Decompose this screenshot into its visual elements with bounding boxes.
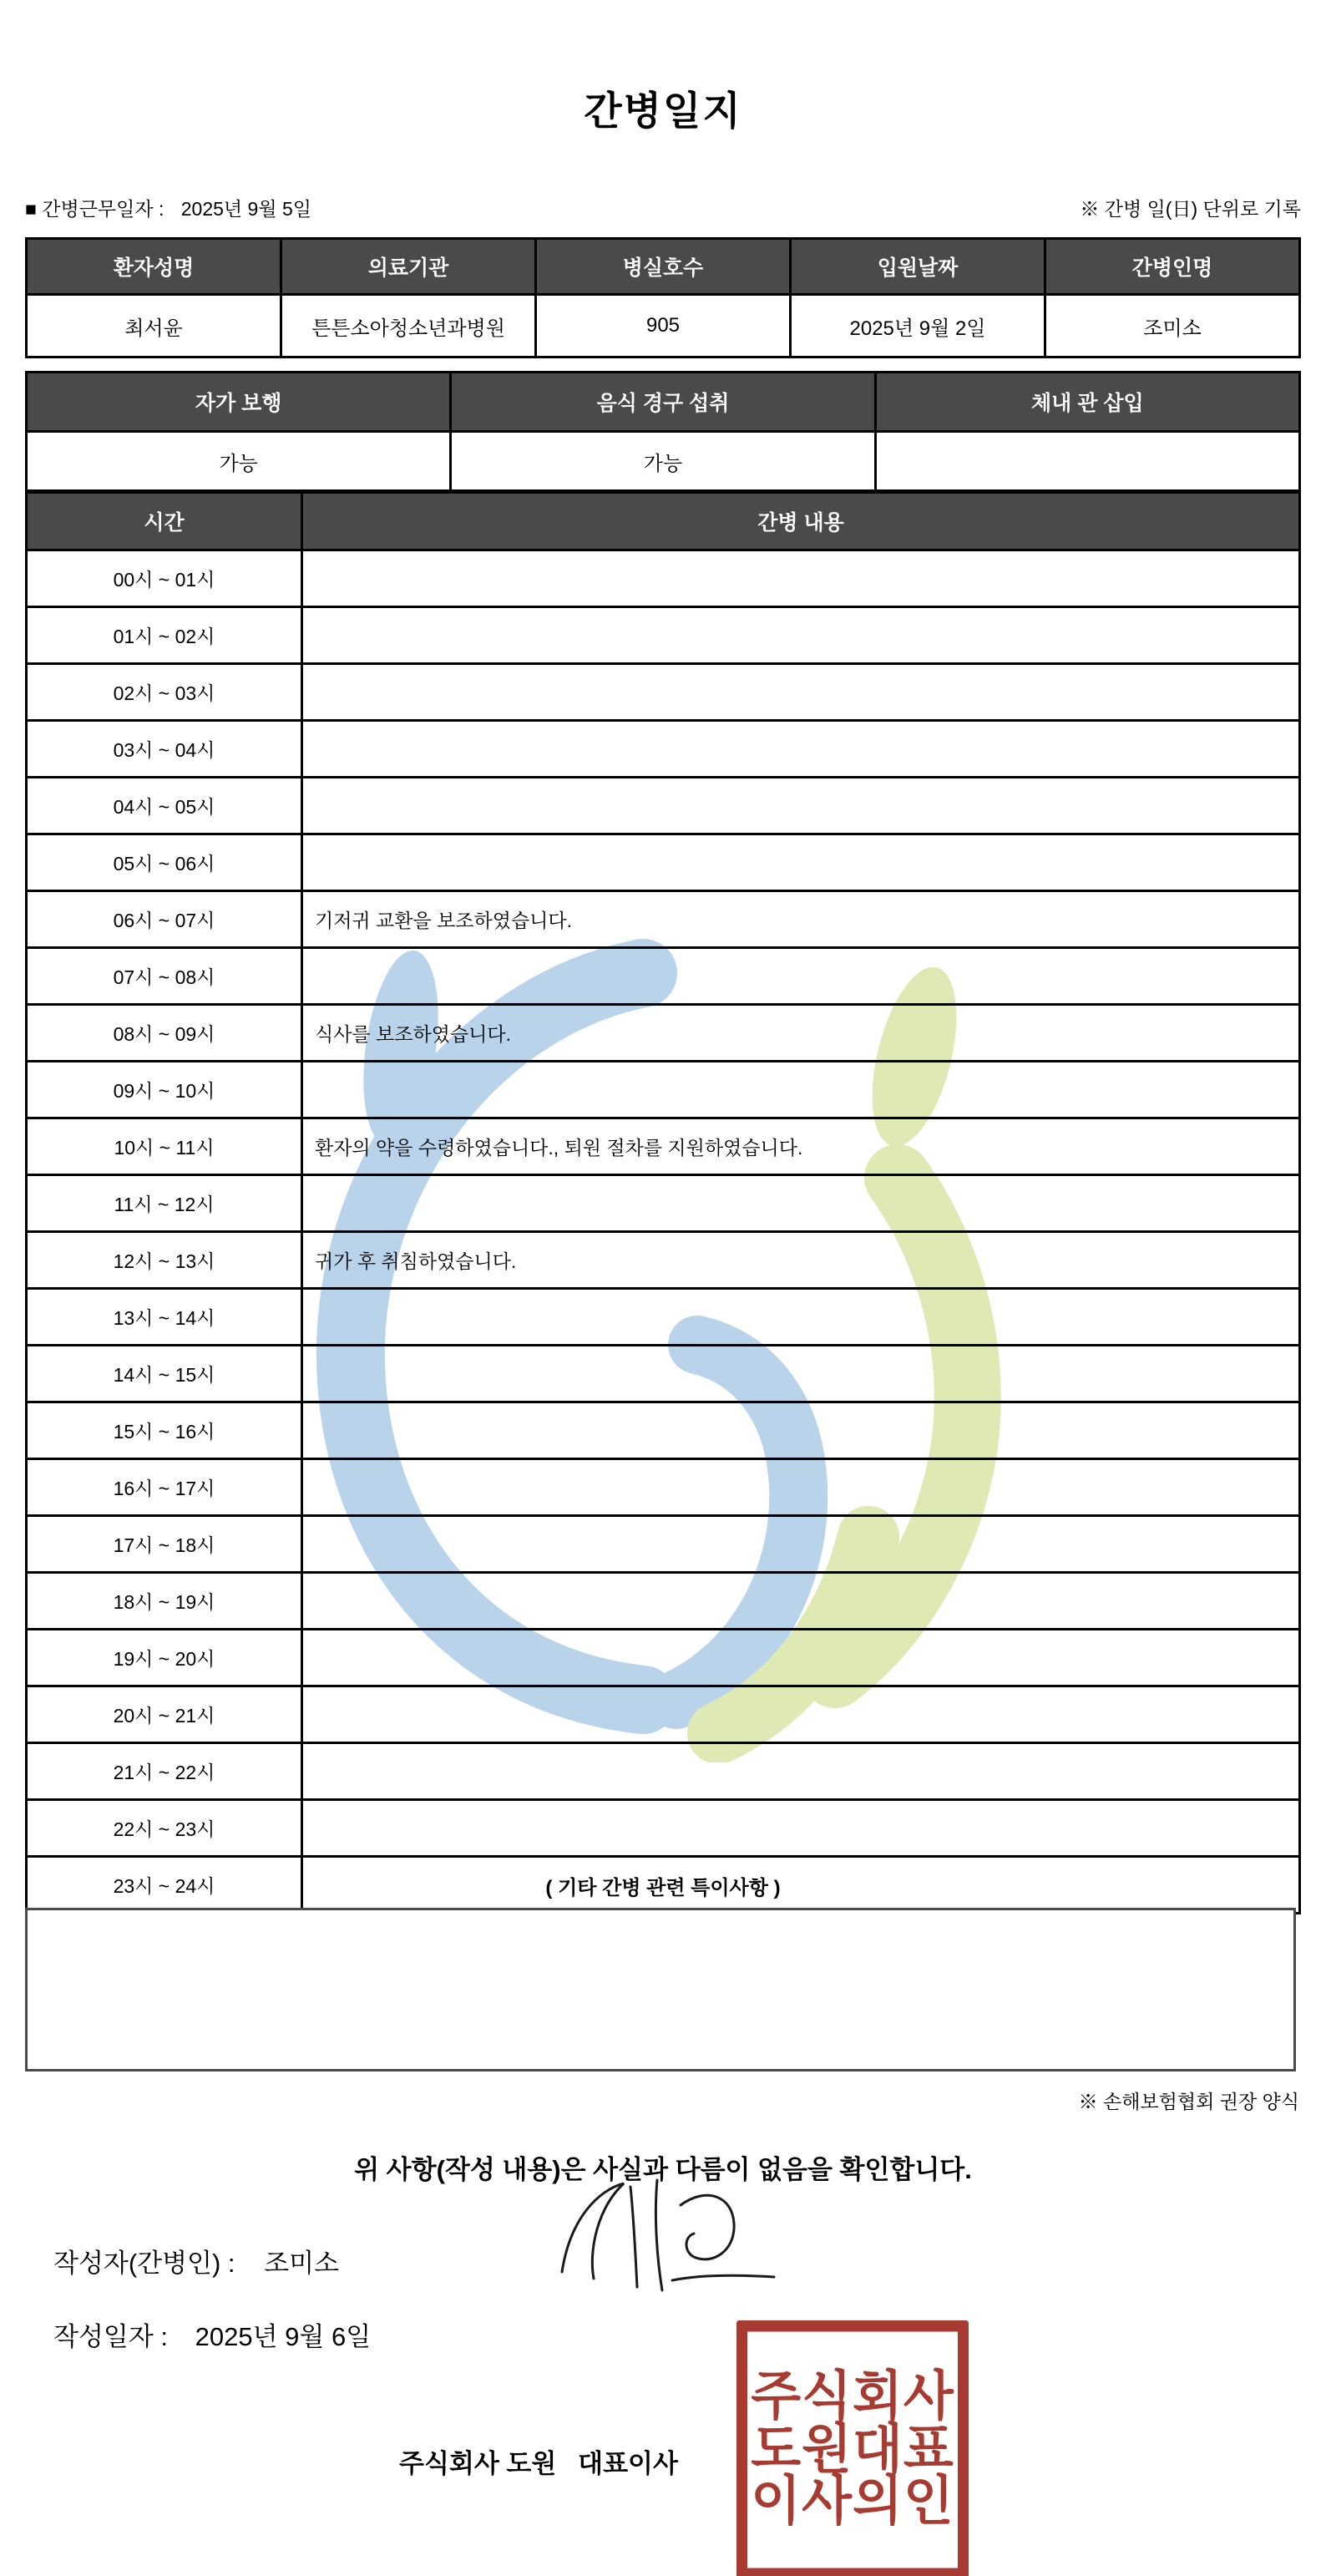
time-cell: 17시 ~ 18시 bbox=[27, 1516, 302, 1573]
patient-value-cell: 905 bbox=[536, 295, 791, 357]
care-log-table bbox=[25, 491, 1301, 1914]
seal-line-2: 도원대표 bbox=[751, 2419, 954, 2479]
care-log-row bbox=[27, 1346, 1300, 1402]
time-cell: 05시 ~ 06시 bbox=[27, 834, 302, 891]
care-log-row bbox=[27, 1516, 1300, 1573]
care-content-cell: 환자의 약을 수령하였습니다., 퇴원 절차를 지원하였습니다. bbox=[302, 1118, 1300, 1175]
time-cell: 12시 ~ 13시 bbox=[27, 1232, 302, 1289]
care-content-cell: 귀가 후 취침하였습니다. bbox=[302, 1232, 1300, 1289]
company-line: 주식회사 도원 대표이사 bbox=[399, 2449, 678, 2478]
writer-line bbox=[53, 2242, 339, 2279]
care-log-row bbox=[27, 550, 1300, 607]
time-cell: 10시 ~ 11시 bbox=[27, 1118, 302, 1175]
care-content-cell bbox=[302, 1686, 1300, 1743]
condition-value-cell: 가능 bbox=[451, 432, 875, 491]
time-cell: 18시 ~ 19시 bbox=[27, 1573, 302, 1630]
time-cell: 07시 ~ 08시 bbox=[27, 948, 302, 1005]
care-content-cell bbox=[302, 1459, 1300, 1516]
care-log-row bbox=[27, 1062, 1300, 1118]
patient-header-cell: 간병인명 bbox=[1045, 239, 1300, 295]
condition-value-row bbox=[27, 432, 1300, 491]
time-cell: 20시 ~ 21시 bbox=[27, 1686, 302, 1743]
time-cell: 11시 ~ 12시 bbox=[27, 1175, 302, 1232]
record-note: ※ 간병 일(日) 단위로 기록 bbox=[1080, 198, 1301, 220]
corporate-seal bbox=[736, 2320, 969, 2576]
time-cell: 23시 ~ 24시 bbox=[27, 1857, 302, 1914]
care-content-cell bbox=[302, 664, 1300, 721]
condition-value-cell bbox=[875, 432, 1299, 491]
care-log-row bbox=[27, 1459, 1300, 1516]
writer-label: 작성자(간병인) : bbox=[53, 2249, 235, 2278]
date-label: 작성일자 : bbox=[53, 2322, 169, 2351]
care-content-cell bbox=[302, 1175, 1300, 1232]
time-cell: 21시 ~ 22시 bbox=[27, 1743, 302, 1800]
patient-value-row bbox=[27, 295, 1300, 357]
condition-table bbox=[25, 371, 1301, 492]
care-log-row bbox=[27, 1743, 1300, 1800]
patient-header-cell: 환자성명 bbox=[27, 239, 281, 295]
care-content-cell bbox=[302, 1402, 1300, 1459]
care-log-row bbox=[27, 891, 1300, 948]
work-date-label: ■ 간병근무일자 : bbox=[25, 198, 164, 220]
meta-row bbox=[25, 194, 1301, 221]
care-content-cell bbox=[302, 778, 1300, 834]
time-cell: 09시 ~ 10시 bbox=[27, 1062, 302, 1118]
time-cell: 13시 ~ 14시 bbox=[27, 1289, 302, 1346]
patient-value-cell: 최서윤 bbox=[27, 295, 281, 357]
care-content-cell bbox=[302, 1800, 1300, 1857]
care-log-row bbox=[27, 1800, 1300, 1857]
time-cell: 19시 ~ 20시 bbox=[27, 1630, 302, 1686]
signature bbox=[547, 2172, 797, 2305]
seal-line-1: 주식회사 bbox=[751, 2366, 954, 2426]
time-cell: 08시 ~ 09시 bbox=[27, 1005, 302, 1062]
care-content-cell bbox=[302, 1630, 1300, 1686]
care-log-row bbox=[27, 721, 1300, 778]
care-content-cell: 기저귀 교환을 보조하였습니다. bbox=[302, 891, 1300, 948]
content-header-cell: 간병 내용 bbox=[302, 493, 1300, 550]
time-cell: 06시 ~ 07시 bbox=[27, 891, 302, 948]
patient-table bbox=[25, 237, 1301, 358]
condition-header-cell: 체내 관 삽입 bbox=[875, 373, 1299, 432]
care-log-row bbox=[27, 778, 1300, 834]
care-log-row bbox=[27, 1175, 1300, 1232]
form-note: ※ 손해보험협회 권장 양식 bbox=[1078, 2091, 1299, 2112]
care-log-header-row bbox=[27, 493, 1300, 550]
care-content-cell bbox=[302, 550, 1300, 607]
care-content-cell bbox=[302, 721, 1300, 778]
care-content-cell bbox=[302, 1573, 1300, 1630]
time-cell: 22시 ~ 23시 bbox=[27, 1800, 302, 1857]
patient-value-cell: 2025년 9월 2일 bbox=[791, 295, 1045, 357]
care-content-cell bbox=[302, 834, 1300, 891]
care-content-cell bbox=[302, 1062, 1300, 1118]
time-cell: 15시 ~ 16시 bbox=[27, 1402, 302, 1459]
time-cell: 01시 ~ 02시 bbox=[27, 607, 302, 664]
work-date-value: 2025년 9월 5일 bbox=[180, 198, 311, 220]
time-cell: 03시 ~ 04시 bbox=[27, 721, 302, 778]
care-log-row bbox=[27, 1005, 1300, 1062]
care-log-row bbox=[27, 948, 1300, 1005]
care-content-cell bbox=[302, 1743, 1300, 1800]
care-log-row bbox=[27, 1232, 1300, 1289]
date-value: 2025년 9월 6일 bbox=[195, 2322, 372, 2351]
patient-value-cell: 조미소 bbox=[1045, 295, 1300, 357]
confirmation-statement: 위 사항(작성 내용)은 사실과 다름이 없음을 확인합니다. bbox=[354, 2155, 972, 2184]
care-log-row bbox=[27, 664, 1300, 721]
care-content-cell bbox=[302, 948, 1300, 1005]
care-content-cell bbox=[302, 1289, 1300, 1346]
page-title: 간병일지 bbox=[584, 89, 742, 133]
care-content-cell: 식사를 보조하였습니다. bbox=[302, 1005, 1300, 1062]
care-content-cell bbox=[302, 1346, 1300, 1402]
care-log-row bbox=[27, 607, 1300, 664]
writer-name: 조미소 bbox=[264, 2249, 340, 2278]
time-cell: 00시 ~ 01시 bbox=[27, 550, 302, 607]
care-log-row bbox=[27, 1686, 1300, 1743]
care-log-row bbox=[27, 1402, 1300, 1459]
patient-header-cell: 입원날짜 bbox=[791, 239, 1045, 295]
care-log-row bbox=[27, 1118, 1300, 1175]
time-cell: 04시 ~ 05시 bbox=[27, 778, 302, 834]
care-content-cell bbox=[302, 607, 1300, 664]
patient-header-row bbox=[27, 239, 1300, 295]
notes-box bbox=[25, 1908, 1296, 2071]
care-log-row bbox=[27, 1573, 1300, 1630]
care-log-row bbox=[27, 834, 1300, 891]
patient-header-cell: 의료기관 bbox=[281, 239, 536, 295]
time-cell: 02시 ~ 03시 bbox=[27, 664, 302, 721]
patient-value-cell: 튼튼소아청소년과병원 bbox=[281, 295, 536, 357]
care-content-cell bbox=[302, 1516, 1300, 1573]
time-header-cell: 시간 bbox=[27, 493, 302, 550]
patient-header-cell: 병실호수 bbox=[536, 239, 791, 295]
time-cell: 16시 ~ 17시 bbox=[27, 1459, 302, 1516]
condition-header-cell: 자가 보행 bbox=[27, 373, 451, 432]
date-line bbox=[53, 2315, 371, 2353]
seal-line-3: 이사의인 bbox=[751, 2472, 954, 2533]
time-cell: 14시 ~ 15시 bbox=[27, 1346, 302, 1402]
condition-header-cell: 음식 경구 섭취 bbox=[451, 373, 875, 432]
condition-value-cell: 가능 bbox=[27, 432, 451, 491]
care-log-row bbox=[27, 1289, 1300, 1346]
work-date-line bbox=[25, 194, 311, 221]
condition-header-row bbox=[27, 373, 1300, 432]
care-log-row bbox=[27, 1630, 1300, 1686]
notes-heading: ( 기타 간병 관련 특이사항 ) bbox=[545, 1877, 781, 1899]
